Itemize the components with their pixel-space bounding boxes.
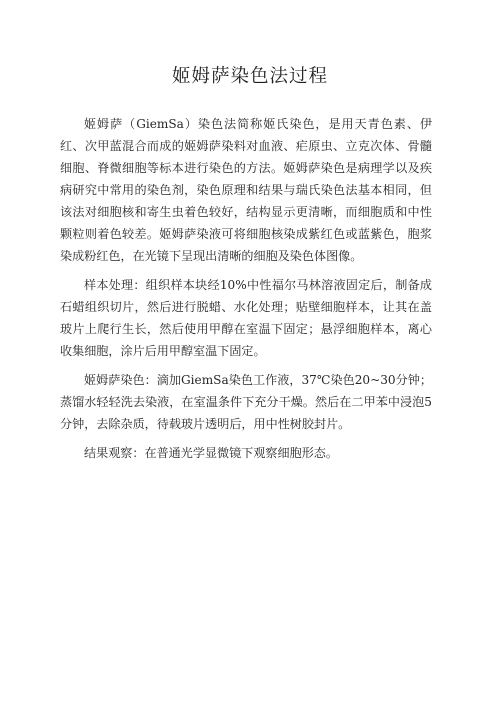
document-body (60, 113, 432, 464)
paragraph-sample-processing: 样本处理：组织样本块经10%中性福尔马林溶液固定后，制备成石蜡组织切片，然后进行脱蜡、水化处理；贴壁细胞样本，让其在盖玻片上爬行生长，然后使用甲醇在室温下固定；悬浮细胞样本，离心收集细胞，涂片后用甲醇室温下固定。 (60, 278, 432, 358)
paragraph-result-observation: 结果观察：在普通光学显微镜下观察细胞形态。 (84, 446, 338, 460)
paragraph-introduction: 姬姆萨（GiemSa）染色法简称姬氏染色，是用天青色素、伊红、次甲蓝混合而成的姬姆萨染料对血液、疟原虫、立克次体、骨髓细胞、脊微细胞等标本进行染色的方法。姬姆萨染色是病理学以及疾病研究中常用的染色剂，染色原理和结果与瑞氏染色法基本相同，但该法对细胞核和寄生虫着色较好，结构显示更清晰，而细胞质和中性颗粒则着色较差。姬姆萨染液可将细胞核染成紫红色或蓝紫色，胞浆染成粉红色，在光镜下呈现出清晰的细胞及染色体图像。 (60, 117, 432, 263)
document-title: 姬姆萨染色法过程 (171, 66, 328, 87)
paragraph-giemsa-staining: 姬姆萨染色：滴加GiemSa染色工作液，37℃染色20~30分钟；蒸馏水轻轻洗去染液，在室温条件下充分干燥。然后在二甲苯中浸泡5分钟，去除杂质，待载玻片透明后，用中性树胶封片。 (60, 373, 432, 431)
